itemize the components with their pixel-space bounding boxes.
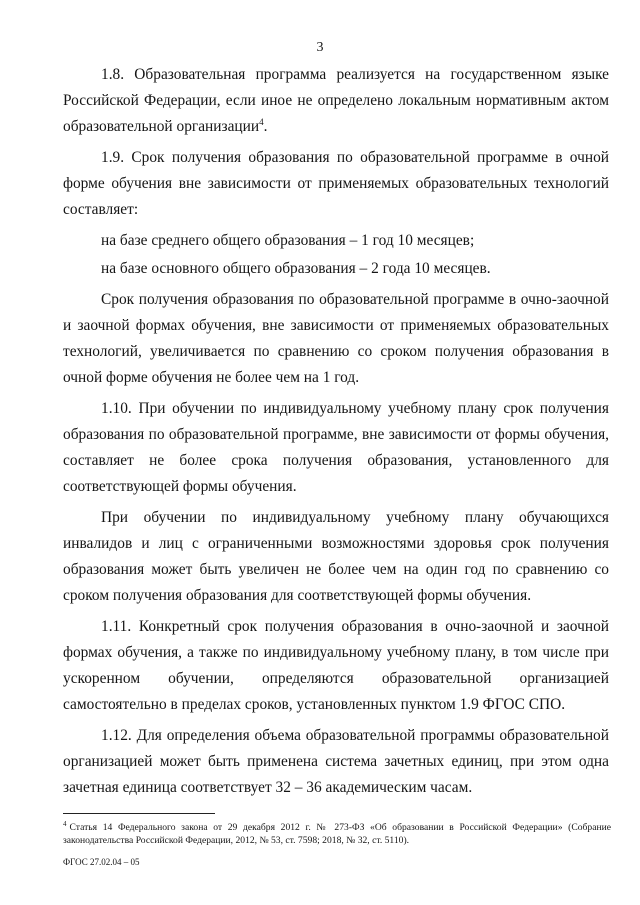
list-item-secondary-general: на базе среднего общего образования – 1 год 10 месяцев;: [101, 232, 475, 249]
paragraph-1-11: 1.11. Конкретный срок получения образования в очно-заочной и заочной формах обучения, а также по индивидуальному учебному плану, в том числе при ускоренном обучении, определяются образовательной организацией самостоятельно в пределах сроков, установленных пунктом 1.9 ФГОС СПО.: [63, 618, 609, 713]
paragraph-1-8: [63, 62, 609, 140]
paragraph-end: .: [263, 118, 268, 135]
footnote: [63, 818, 611, 847]
document-code: ФГОС 27.02.04 – 05: [63, 857, 140, 867]
paragraph-disabled-students: При обучении по индивидуальному учебному плану обучающихся инвалидов и лиц с ограниченными возможностями здоровья срок получения образования может быть увеличен не более чем на один год по сравнению со сроком получения образования для соответствующей формы обучения.: [63, 509, 609, 604]
document-body: [63, 62, 609, 806]
footnote-divider: [63, 813, 215, 814]
paragraph-1-9: 1.9. Срок получения образования по образовательной программе в очной форме обучения вне зависимости от применяемых образовательных технологий составляет:: [63, 149, 609, 218]
paragraph-part-time-term: Срок получения образования по образовательной программе в очно-заочной и заочной формах обучения, вне зависимости от применяемых образовательных технологий, увеличивается по сравнению со сроком получения образования в очной форме обучения не более чем на 1 год.: [63, 291, 609, 386]
paragraph-1-10: 1.10. При обучении по индивидуальному учебному плану срок получения образования по образовательной программе, вне зависимости от формы обучения, составляет не более срока получения образования, установленного для соответствующей формы обучения.: [63, 400, 609, 495]
paragraph-1-12: 1.12. Для определения объема образовательной программы образовательной организацией может быть применена система зачетных единиц, при этом одна зачетная единица соответствует 32 – 36 академическим часам.: [63, 727, 609, 796]
footnote-reference[interactable]: 4: [259, 116, 264, 127]
paragraph-text: 1.8. Образовательная программа реализуется на государственном языке Российской Федерации, если иное не определено локальным нормативным актом образовательной организации: [63, 66, 609, 135]
list-item-basic-general: на базе основного общего образования – 2 года 10 месяцев.: [101, 260, 491, 277]
footnote-text: Статья 14 Федерального закона от 29 декабря 2012 г. № 273-ФЗ «Об образовании в Российской Федерации» (Собрание законодательства Российской Федерации, 2012, № 53, ст. 7598; 2018, № 32, ст. 5110).: [63, 822, 611, 847]
footnote-mark: 4: [63, 820, 67, 828]
page-number: 3: [316, 40, 324, 55]
